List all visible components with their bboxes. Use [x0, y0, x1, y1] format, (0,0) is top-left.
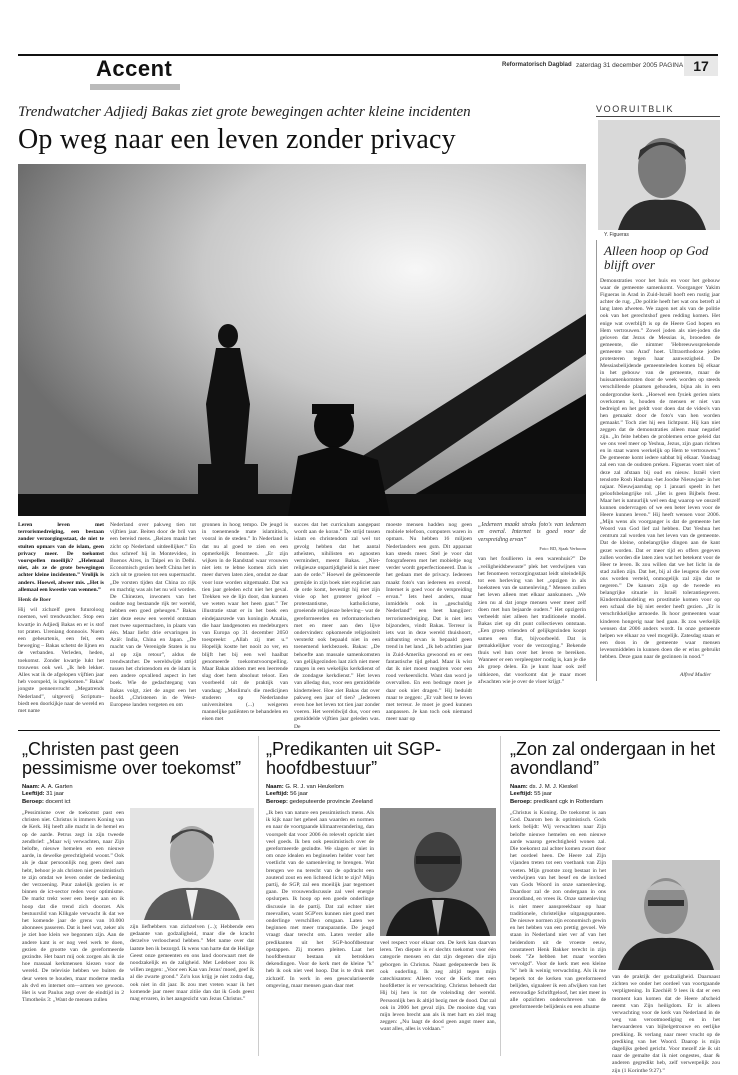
- meta-job-3: predikant cgk in Rotterdam: [533, 798, 603, 805]
- bottom-meta-1: Naam: A. A. Garten Leeftijd: 31 jaar Beroep: docent ict: [22, 784, 73, 805]
- bottom-text-2b: [380, 940, 496, 1060]
- portrait-image: [598, 120, 720, 230]
- heukelom-photo: [380, 808, 496, 936]
- vooruitblik-rule: [596, 116, 720, 117]
- silhouette-photo: [18, 164, 586, 516]
- article-column-4: [294, 522, 380, 730]
- vooruitblik-title: Alleen hoop op God blijft over: [604, 243, 709, 272]
- bottom-rule: [18, 730, 720, 731]
- bottom-meta-3: Naam: ds. J. M. J. Kieskel Leeftijd: 55 jaar Beroep: predikant cgk in Rotterdam: [510, 784, 603, 805]
- bottom-title-1: „Christen past geen pessimisme over toekomst”: [22, 739, 242, 778]
- meta-job-2: gedeputeerde provincie Zeeland: [289, 798, 373, 805]
- section-title: Accent: [96, 56, 173, 81]
- bottom-text-1a: [22, 810, 124, 1060]
- article-text-4: succes dat het curriculum aangepast wordt aan de koran.” De strijd tussen islam en christendom zal wel tot gevolg hebben dat het aantal atheïsten, nihilisten en agnosten vermindert, meent Bakas. „Niet-religieuze onpartijdigheid is niet meer aan de orde.” Hoewel de geëmoeerde gemijde in zijn boek niet expliciet aan de orde komt, bevestigt hij met zijn visie op het groterer geloof –protestantisme, katholicisme, groeiende religieuze beleving– wat de gereformeerden en reformatorischen met en meer aan den lijve ondervinden: opkomende religiositeit versterkt ook bepaald niet in een toenemend kerkbezoek. Bakas: „De behoefte aan massale samenkomsten van gelijkgezinden laat zich niet meer rangen in een wekelijks kerkdienst of de zondagse kerkdienst.” Het leven van alledag dus, voor een gemiddelde kinderteleer. Hoe ziet Bakas dat over pakweg een jaar of tien? „Iedereen even hoe het leven tot tien jaar zonder voeren. Het wereldwijd dus, voor een gemiddelde vijftien jaar geleden was. De: [294, 522, 380, 730]
- bottom-text-2a-body: „Ik ben van nature een pessimistisch mens. Als ik kijk naar het geheel aan waarden en normen en naar de voortgaande klimaatverandering, dan voorspelt dat voor 2006 én relevelt opricht niet veel goeds. Ik ben ook pessimistisch over de gereformeerde gezindte. We slagen er niet in om onze idealen en beginselen helder voor het voetlicht van de samenleving te brengen. Wat brengen we nu terecht van de opdracht een zoutend zout en een lichtend licht te zijn? Mijn partij, de SGP, zal een moeilijk jaar tegemoet gaan. De vrouwendiscussie zal veel energie opslurpen. Ik hoop op een goede onderlinge discussie in de partij. Dat zal echter niet meevallen, want SGP'ers kunnen niet goed met onderlinge verschillen omgaan. Laten we beginnen met meer transparantie. De jeugd vraagt daar terecht om. Laten verder alle predikanten uit het SGP-hoofdbestuur opstappen. Zij moeten pleiten. Laat het hoofdbestuur bestaan uit betrokken dekendingen. Voor de kerk met de kleine "k" heb ik ook niet veel hoop. Dat is te druk met zichzelf. In werk in een geseculariseerde omgeving, maar mensen gaan daar met: [266, 810, 374, 989]
- meta-age-2: 56 jaar: [290, 791, 308, 798]
- main-photo: [18, 164, 586, 516]
- meta-age-3: 55 jaar: [534, 791, 552, 798]
- bottom-text-3b-body: van de praktijk der godzaligheid. Daarnaast zichten we onder het oordeel van voortgaande verpligtening. In Ezechiël 9 lees ik dat er een moment kan komen dat de Heere afscheid neemt van Zijn heiligdom. Er is alleen verwachting voor de kerk van Nederland in de weg van verootmoediging en in het herwaarderen van bijbelgetrouwe en eerlijke prediking. Ik verlang naar meer vrucht op de prediking van het Woord. Daarop is mijn dagelijks gebed gericht. Voor mezelf zie ik uit naar de gemalte dat ik niet ongestes, daar & anderen gegredikt heb, zelf verwerpelijk zou zijn (1 Korinthe 9:27).”: [612, 974, 720, 1074]
- article-lead: Leren leven met terrorismedreiging, een bestaan zonder verzorgingsstaat, de niet te stuiten opmars van de islam, geen privacy meer. De toekomst voorspellen moeilijk? „Helemaal niet, als ze de grote bewegingen achter kleine incidenten.” Vrolijk is anders. Hoewel, alweer mis. „Het is allemaal een kwestie van wennen.”: [18, 522, 104, 593]
- article-column-2: [110, 522, 196, 726]
- bottom-separator-2: [500, 736, 501, 1056]
- figueras-portrait: [598, 120, 720, 230]
- kieskel-portrait: [612, 860, 720, 970]
- meta-age-1: 31 jaar: [46, 791, 64, 798]
- meta-name-1: A. A. Garten: [41, 784, 73, 790]
- paper-date: zaterdag 31 december 2005 PAGINA: [576, 62, 684, 69]
- bottom-title-3: „Zon zal ondergaan in het avondland”: [510, 739, 716, 778]
- article-text-1: Hij wil zichzelf geen futuroloog noemen, wel trendwatcher. Stop een kwartje in Adjiedj Bakas en er is stof tot praten. Ureniang donnoois. Nuem een geheurtenis, een feit, een beweging – Bakas schetst de lijnen en de verbanden. Verleden, heden, toekomst. Zonder kwartje lukt het trouwens ook wel. „Ik heb lekker. Alles wat ik de afgelopen vijftien jaar heb voorspeld, is ingekomen.” Bakas' jongste pennenvrucht „Megatrends Nederland”, uitgeverij Scriptum– biedt een doorkijkje naar de wereld en met name: [18, 607, 104, 715]
- portrait-caption: Y. Figueras: [604, 232, 629, 238]
- article-byline: Henk de Boer: [18, 597, 51, 604]
- bottom-title-2: „Predikanten uit SGP-hoofdbestuur”: [266, 739, 442, 778]
- pull-quote: „Iedereen maakt straks foto's van iedereen en overal. Internet is goed voor de verspreiding ervan”: [478, 522, 586, 543]
- bottom-text-3a-body: „Christus is Koning. De toekomst is aan God. Daarom ben ik optimistisch. Gods kerk belijdt: Wij verwachten naar Zijn belofte nieuwe hemelen en een nieuwe aarde waarop gerechtigheid wonen zal. Die toekomst zal achter komen zwart door het oordeel heen. De Heere zal Zijn vijanden treten tot een voetbank van Zijn voeten. Mijn grootste zorg bestaat in het verdwijnen van het besef en de invloed van Gods Woord in onze samenleving. Daardoor zal de zon ondergaan in ons avondland, en vrees ik. Onze samenleving is niet meer aanspreekbaar op haar traditionele, christelijke uitgangspunten. De nieuwe normen zijn economisch gewin en het hebben van een prettig gevoel. We staan in Nederland niet ver af van het heidendom uit de vroeste eeuw, constateert Henk Bakker terecht in zijn boek "Ze hebben het maar worden vervolgd". Voor de kerk met een kleine "k" heb ik weinig verwachting. Als ik me beperk tot de kerken van gereformeerd belijden, signaleer ik een afwijken van het eenvoudige Schriftgeloof, het niet meer in alle opzichten onderschreven van de gereformeerde belijdenis en een afname: [510, 810, 606, 1011]
- article-headline: Op weg naar een leven zonder privacy: [18, 124, 456, 155]
- meta-name-3: ds. J. M. J. Kieskel: [529, 784, 578, 790]
- meta-name-2: G. R. J. van Heukelom: [285, 784, 344, 790]
- vooruitblik-label: VOORUITBLIK: [596, 104, 675, 114]
- paper-name: Reformatorisch Dagblad: [502, 62, 572, 68]
- heukelom-portrait: [380, 808, 496, 936]
- vooruitblik-body: Demonstraties voor het huis en voor het gebouw waar de gemeente samenkomt. Voorganger Yakim Figueras in Arad in Zuid-Israël hoeft een rustig jaar achter de rug. „De politie heeft het wat ons betreft al lang laten afweten. We zagen net als van de politie ook van het gerechtshof geen redding komen. Het enige wat overblijft is op de Heere God hopen en Hem vertrouwen.” Zowel joden als niet-joden die geloven dat Jezus de Messias is, brooeden de gemeente, die nimmer 'Hebreeuwssprekende gemeente van Arad' hoet. Ultraorthodoxe joden protesteren tegen haar aanwezigheid. De Messiasbelijdende gemeenteleden komen bij elkaar in het gebouw van de gemeente, maar de huissamenkomsten door de week worden op steeds verschillende plaatsen gehouden, bijna als in een ondergrondse kerk. „Hoewel een fysiek gerien niets overkomen is, houden de mensen er niet van bedreigd en het geldt voor doen dat de video's van hen gemaakt door de foto's van hen worden gemaakt.” Toch ziet hij een lichtpunt. Hij kan niet zeggen dat de demonstraties alleen maar negatief zijn. „In feite hebben de problemen ertoe geleid dat we ons veel meer op Yeshua, Jezus, zijn gaan richten en in staat waren werkelijk op Hem te vertrouwen.” De gemeente komt iedere sabbat bij elkaar. Vandaag zal een van de oudsten preken. Figueras voert niet of deze zal afstaan bij oud en nieuw. Israël viert tenslotte Rosh Hashana -het Joodse Nieuwjaar- in het najaar. Nieuwjaarsdag op 1 januari speelt in het geloofsbelangrijke rol. „Het is geen Bijbels feest. Maar het is natuurlijk wel een dag waarop we onszelf kunnen ondervragen of we een beter leven voor de Heere kunnen leven.” Hij heeft wensen voor 2006. „Mijn wens als voorganger is dat de gemeente het Woord van God lief zal hebben. Dat Yeshua het centrum zal worden van het leven van de gemeente. Dat de kleine, onbelangrijke dingen aan de kant gezet worden. Dat er meer tijd en offers gegeven zullen worden die laten zien wat het betekent voor de Heer te leven. Ik zou willen dat we het licht in de stad zullen zijn. Dat het, bij al die leugens die over ons worden verteld, onmogelijk zal zijn dat te negeren.” De kansen zijn op de tweede en belangrijke situatie in Israël tolerantiegevers. Kindermishandeling en prostitutie komen voor op een schaal die bij niet eerder heeft gezien. „Er is verschrikkelijke armoede. Ik hoor gemeenten waar kinderen hongerig naar bed gaan. Ik zou werkelijk wensen dat 2006 anders wordt. In onze gemeente helpen we elkaar zo veel mogelijk. Zatesdag staan er een doos in de gemeente waar mensen levensmiddelen in kunnen doen die er erins gebruikt hebben. Deze gaan naar de gezinnen in nood.”: [600, 278, 720, 660]
- bottom-text-1a-body: „Pessimisme over de toekomst past een christen niet. Christus is immers Koning van de Kerk. Hij heeft alle macht in de hemel en op de aarde. Petrus zegt in zijn tweede zendbrief: „Maar wij verwachten, naar Zijn beloftе, nieuwe hemelen en een nieuwe aarde, in dewelke gerechtigheid woont.” Ook als je daar persoonlijk nog geen deel aan hebt, behoor je als christen niet pessimistisch te zijn omdat we leven onder de bediening der verzoening. Puur zakelijk gezien is er binnen de ict-sector reden voor optimisme. De markt trekt weer een beetje aan en ik hoop dat die trend zich doorzet. Als bestuurslid van Klikgale verwacht ik dat we het komende jaar de grens van 10.000 abonnees passeren. Dat is heel wat, zeker als je ziet hoe klein we begonnen zijn. Aan de andere kant is er nog veel werk te doen, gezien de grootte van de gereformeerde gezindte. Het baart mij ook zorgen als ik zie hoe massaal kerkmensen kiezen voor de wereld. De televisie hebben we buiten de deur weten te houden, maar moderne media als dvd en internet om—armen we gewoon. Het is wat Paulus zegt over de eindtijd in 2 Timotheüs 3: „Want de mensen zullen: [22, 810, 124, 1004]
- article-column-6: [478, 522, 586, 726]
- vooruitblik-author: Alfred Mudler: [680, 672, 712, 678]
- bottom-meta-2: Naam: G. R. J. van Heukelom Leeftijd: 56 jaar Beroep: gedeputeerde provincie Zeeland: [266, 784, 373, 805]
- page-number: 17: [684, 56, 718, 76]
- article-text-6: van het foullieren in een warenhuis?” De „veiligheidsbewuste” plek het verdwijnen van het fenomeen verzorgingsstaat leidt uiteindelijk tot een herleving van het „opzigen in als hoeksteen van de samenleving.” Mensen zullen het leven alleen met elkaar aankunnen. „We zien nu al dat jonge mensen weer meer zelf doen met hun bejaarde ouders.” Het opzigerin verbeeldt niet alleen het traditionele model. Bakas ziet op dit punt collectieven ontstaan. „Een groep vrienden of gelijkgezinden koopt samen een flat, bijvoorbeeld. Dat is gemakkelijker voor de verzorging.” Bekende thuis wel hun over het leven te bereiken. Wanneer er een verpleegster nodig is, kan je die als groep delen. En je kunt haar ook zelf uitkiezen, dat voorkomt dat je maar moet afwachten wie je over de vloer krijgt.”: [478, 556, 586, 685]
- garten-portrait: [130, 808, 254, 920]
- section-underline: [90, 84, 180, 90]
- article-text-3: gronnen in hoog tempo. De jeugd is in toenemende mate islamitisch, vooral in de steden.” In Nederland is dat nu al goed te zien en een opmerkelijk fenomeen. „Er zijn wijken in de Randstad waar vrouwen niet iets te lebne komen zich niet meer durven laten zien, omdat ze daar voor loze worden uitgemaakt. Dat wa tien jaar geleden echt niet het geval. Trekken we de lijn door, dan kunnen we weten waar het heen gaat.” Ter illustratie staat er in het boek een eindejaarsrede van koningin Amalia, die haar landgenoten en medeburgers van Europa op 31 december 2050 toespreekt: „Allah zij met u.” Hopelijk kostte het nooit zo ver, en blijft het bij een wel haalbat genomeerde toekomstvoorspelling. Maar Bakas aldoen met een leerrende slag doet hem absoluut teloot. Een voorbeeld uit de praktijk van vandaag: „Moslima's die medicijnen studeren op Nederlandse universiteiten (...) weigeren mannelijke patiënten te behandelen en eisen met: [202, 522, 288, 723]
- kieskel-photo: [612, 860, 720, 970]
- meta-job-1: docent ict: [45, 798, 71, 805]
- bottom-text-2b-body: veel respect voor elkaar om. De kerk kan daarvan leren. Ten diepste is er slechts toekomst voor één categorie mensen en dat zijn degenen die zijn geborgen in Christus. Naast gedeputeerde ben ik ook ouderling. Ik zeg altijd tegen mijn catechisanten: Alleen voor de Kerk met een hoofdletter is er verwachting. Christus behoedt dat Hij bij hen is tot de voleinding der wereld. Persoonlijk ben ik altijd bezig met de dood. Dat zal ook in 2006 het geval zijn. De mooiste dag van mijn leven brecht aan als ik met hart en ziel mag zeggen: „Nu laagt de dood geen angst meer aan, want alles, alles is voldaan.”: [380, 940, 496, 1033]
- bottom-text-3a: [510, 810, 606, 1060]
- article-kicker: Trendwatcher Adjiedj Bakas ziet grote bewegingen achter kleine incidenten: [18, 104, 471, 120]
- bottom-text-2a: [266, 810, 374, 1060]
- garten-photo: [130, 808, 254, 920]
- photo-credit: Foto: RD, Sjaak Verboom: [539, 546, 586, 552]
- article-text-2: Nederland over pakweg tien tot vijftien jaar. Beiten door de bril van een bereisd mens. „Reizen maakt het zicht op Nederland uitdeellijker.” En dus schreef hij in Montevideo, in Buenos Aires, in Taipei en in Delhi. Economisch gezien heeft China het in zich uit te groeien tot een supermacht. „De vorsten tijden dat China zo rijk en machtig was als het nu wil worden. De Chinezen, inwoners van het oudste nog bestaande rijk ter wereld, hebben een goed geheugen.” Bakas ziet deze eeuw een wereld ontstaan met twee supermachten, in plaats van één. Maar liefst drie ervaringen in Azië: India, China en Japan. „De macht van de Verenigde Staten is nu al op zijn retour”, aldus de trendwatcher. De wereldwijde strijd tussen het christendom en de islam is een andere opvallend aspect in het boek. Wie de gedachtegang van Bakas volgt, ziet de angst een het hoofd. „Christenen in de West-Europese landen vergeten en om: [110, 522, 196, 709]
- article-column-1: [18, 522, 104, 726]
- article-column-5: [386, 522, 472, 726]
- bottom-text-1b: [130, 924, 254, 1060]
- bottom-text-3b: [612, 974, 720, 1074]
- bottom-separator-1: [258, 736, 259, 1056]
- article-column-3: [202, 522, 288, 726]
- bottom-text-1b-body: zijn liefhebbers van zichzelven (...); Hebbende een gedaante van godzaligheid, maar die de kracht derzelve verloochend hebben.” Met name over dat laatste ben ik bezorgd. Ik wens van harte dat de Heilige Geest onze gemeenten en ons land doorwaart met de noodzakelijk en de zaligheid. Met Ledeboer zou ik willen zeggen: „Voor een Kaa van Jezus' moed, geef ik al die zwarte grond.” Zo'n kus krijg je niet zodra dag, ook niet in dit jaar. Ik zou met vreten waar ik het komende jaar meer maar zitiie dan dat ik Gods geest mag ervaren, in het aangezicht van Jezus Christus.”: [130, 924, 255, 1003]
- article-text-5: moeste mensen hadden nog geen mobiele telefoon, computers waren in opmars. Nu hebben 16 miljoen Nederlanders een gsm. Dit apparaat kan steeds meer. Stel je voor dat fotografeeren met het mobieltje nog verder wordt geperfectioneerd. Dan is het gedaan met de privacy. Iedereen maakt foto's van iedereen en overal. Internet is goed voor de verspreiding ervan.” Iets heel anders, maar inmiddels ook in „geschuldig Nederland” een heet hangijzer: terrorismedreiging. Dat is niet iets bijzonders, vindt Bakas. Terreur is iets wat in deze wereld thuishoort, uitbarsting ervan is bepaald geen trend in het land. „Ik heb achttien jaar in Zuid-Amerika gewoond en er een fantastische tijd gehad. Maar ik wist dat ik niet moest reagiren voor een rood verkeerslicht. Want dan word je overvallen. En een bedrage moet je daar ook niet dragen.” Hij beduidt maar te zeggen: „Er valt best te leven met terreur. Je moet je goed kunnen aanpassen. Je kan toch ook niemand meer naar op: [386, 522, 472, 723]
